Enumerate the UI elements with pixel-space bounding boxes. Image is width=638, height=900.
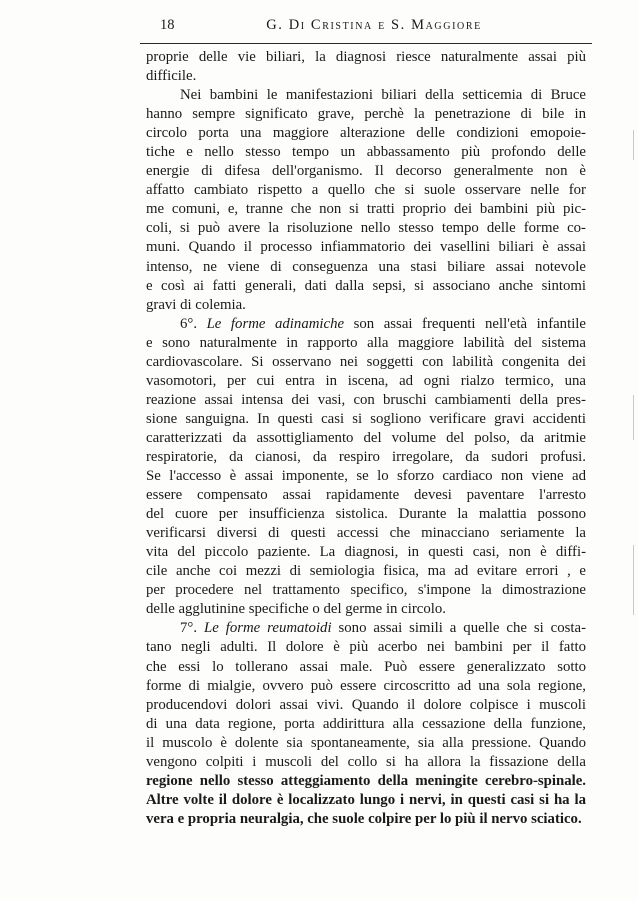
text-line: il muscolo è dolente sia spontaneamente, sia alla pressione. Quando: [146, 734, 586, 751]
text-line: Se l'accesso è assai imponente, se lo sforzo cardiaco non viene ad: [146, 468, 586, 485]
paragraph-start: 6°. Le forme adinamiche son assai frequenti nell'età infantile: [180, 315, 586, 332]
text-line: circolo porta una maggiore alterazione delle condizioni emopoie-: [146, 125, 586, 142]
text-line: energie di difesa dell'organismo. Il decorso generalmente non è: [146, 163, 586, 180]
text-line: vasomotori, per cui entra in iscena, ad ogni rialzo termico, una: [146, 372, 586, 389]
text-line: e sono naturalmente in rapporto alla maggiore labilità del sistema: [146, 334, 586, 351]
text-line: essere compensato assai rapidamente devesi paventare l'arresto: [146, 487, 586, 504]
text-line: tiche e nello stesso tempo un abbassamento più profondo delle: [146, 144, 586, 161]
text-line: sione sanguigna. In questi casi si sogliono verificare gravi accidenti: [146, 410, 586, 427]
text-line: caratterizzati da assottigliamento del volume del polso, da aritmie: [146, 429, 586, 446]
text-line: difficile.: [146, 68, 197, 85]
text-line: vengono colpiti i muscoli del collo si ha allora la fissazione della: [146, 753, 586, 770]
text-line: respiratorie, da cianosi, da respiro irregolare, da sudori profusi.: [146, 448, 586, 465]
scan-edge-mark: [633, 130, 634, 160]
text-line: vita del piccolo paziente. La diagnosi, in questi casi, non è diffi-: [146, 544, 586, 561]
text-line: intenso, ne viene di conseguenza una stasi biliare assai notevole: [146, 258, 586, 275]
text-line: reazione assai intensa dei vasi, con bruschi cambiamenti della pres-: [146, 391, 586, 408]
text-line: forme di mialgie, ovvero può essere circoscritto ad una sola regione,: [146, 677, 586, 694]
text-line: cile anche coi mezzi di semiologia fisica, ma ad evitare errori , e: [146, 563, 586, 580]
text-line: che essi lo tollerano assai male. Può essere generalizzato sotto: [146, 658, 586, 675]
text-line: regione nello stesso atteggiamento della meningite cerebro-spinale.: [146, 772, 586, 789]
body-text: [146, 48, 586, 829]
page-number: 18: [160, 17, 175, 33]
text-line: tano negli adulti. Il dolore è più acerbo nei bambini per il fatto: [146, 639, 586, 656]
text-line: me comuni, e, tranne che non si tratti proprio dei bambini più pic-: [146, 201, 586, 218]
text-line: affatto cambiato rispetto a quello che si suole osservare nelle for: [146, 182, 586, 199]
text-line: e così ai fatti generali, dati dalla sepsi, si associano anche sintomi: [146, 277, 586, 294]
section-title: Le forme reumatoidi: [203, 620, 332, 637]
text-line: producendovi dolori assai vivi. Quando il dolore colpisce i muscoli: [146, 696, 586, 713]
text-line: del cuore per insufficienza sistolica. Durante la malattia possono: [146, 506, 586, 523]
text-line: Altre volte il dolore è localizzato lungo i nervi, in questi casi si ha la: [146, 791, 586, 808]
text-line: gravi di colemia.: [146, 296, 246, 313]
text-line: per procedere nel trattamento specifico, s'impone la dimostrazione: [146, 582, 586, 599]
scan-edge-mark: [633, 395, 634, 440]
text-line: vera e propria neuralgia, che suole colpire per lo più il nervo sciatico.: [146, 810, 582, 827]
running-title: G. Di Cristina e S. Maggiore: [266, 17, 482, 33]
text-line: di una data regione, porta addirittura alla cessazione della funzione,: [146, 715, 586, 732]
text-line: proprie delle vie biliari, la diagnosi riesce naturalmente assai più: [146, 49, 586, 65]
header-rule: [140, 43, 592, 44]
page-header: [160, 17, 590, 39]
paragraph-start: 7°. Le forme reumatoidi sono assai simili a quelle che si costa-: [180, 620, 587, 637]
paragraph-start: Nei bambini le manifestazioni biliari della setticemia di Bruce: [180, 87, 586, 104]
text-line: cardiovascolare. Si osservano nei soggetti con labilità congenita dei: [146, 353, 586, 370]
text-line: delle agglutinine specifiche o del germe in circolo.: [146, 601, 446, 618]
section-title: Le forme adinamiche: [206, 315, 345, 332]
text-line: muni. Quando il processo infiammatorio dei vasellini biliari è assai: [146, 239, 586, 256]
text-line: coli, si può avere la risoluzione nello stesso tempo delle forme co-: [146, 220, 586, 237]
text-line: hanno sempre significato grave, perchè la penetrazione di bile in: [146, 106, 586, 123]
scan-edge-mark: [633, 545, 634, 615]
text-line: verificarsi diversi di questi accessi che minacciano seriamente la: [146, 525, 586, 542]
